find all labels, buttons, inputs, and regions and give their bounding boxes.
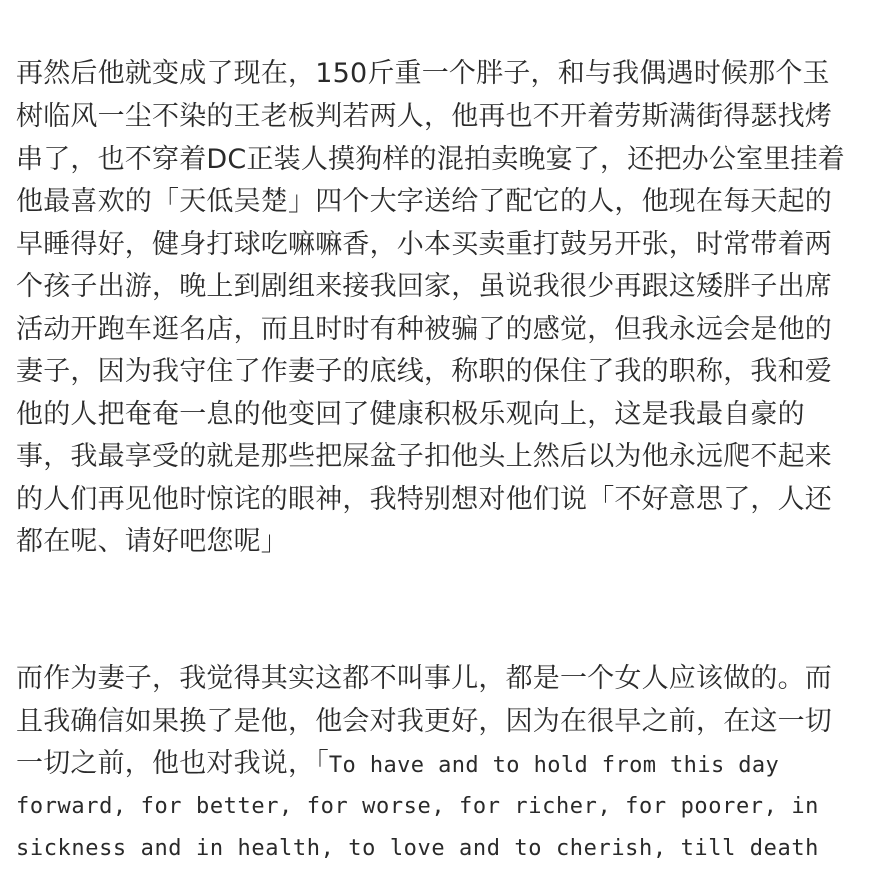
- text-line: 而作为妻子，我觉得其实这都不叫事儿，都是一个女人应该做的。而: [16, 663, 832, 694]
- text-line: 事，我最享受的就是那些把屎盆子扣他头上然后以为他永远爬不起来: [16, 441, 832, 472]
- text-line-en: forward, for better, for worse, for richer, for poorer, in: [16, 794, 820, 819]
- text-line-mixed: [16, 747, 779, 783]
- text-line: 的人们再见他时惊诧的眼神，我特别想对他们说「不好意思了，人还: [16, 484, 832, 515]
- text-segment-en: To have and to hold from this day: [328, 753, 780, 778]
- text-line: 树临风一尘不染的王老板判若两人，他再也不开着劳斯满街得瑟找烤: [16, 101, 832, 132]
- text-line: 他的人把奄奄一息的他变回了健康积极乐观向上，这是我最自豪的: [16, 399, 805, 430]
- text-line: 再然后他就变成了现在，150斤重一个胖子，和与我偶遇时候那个玉: [16, 58, 830, 89]
- text-segment-cn: 一切之前，他也对我说，「: [16, 748, 329, 779]
- text-line: 早睡得好，健身打球吃嘛嘛香，小本买卖重打鼓另开张，时常带着两: [16, 229, 832, 260]
- text-line: 个孩子出游，晚上到剧组来接我回家，虽说我很少再跟这矮胖子出席: [16, 271, 832, 302]
- text-line: 活动开跑车逛名店，而且时时有种被骗了的感觉，但我永远会是他的: [16, 314, 832, 345]
- text-line: 且我确信如果换了是他，他会对我更好，因为在很早之前，在这一切: [16, 706, 832, 737]
- text-line: 他最喜欢的「天低吴楚」四个大字送给了配它的人，他现在每天起的: [16, 186, 832, 217]
- text-line-en: sickness and in health, to love and to cherish, till death: [16, 836, 820, 861]
- text-line: 串了，也不穿着DC正装人摸狗样的混拍卖晚宴了，还把办公室里挂着: [16, 144, 845, 175]
- text-line: 都在呢、请好吧您呢」: [16, 526, 288, 557]
- text-line: 妻子，因为我守住了作妻子的底线，称职的保住了我的职称，我和爱: [16, 356, 832, 387]
